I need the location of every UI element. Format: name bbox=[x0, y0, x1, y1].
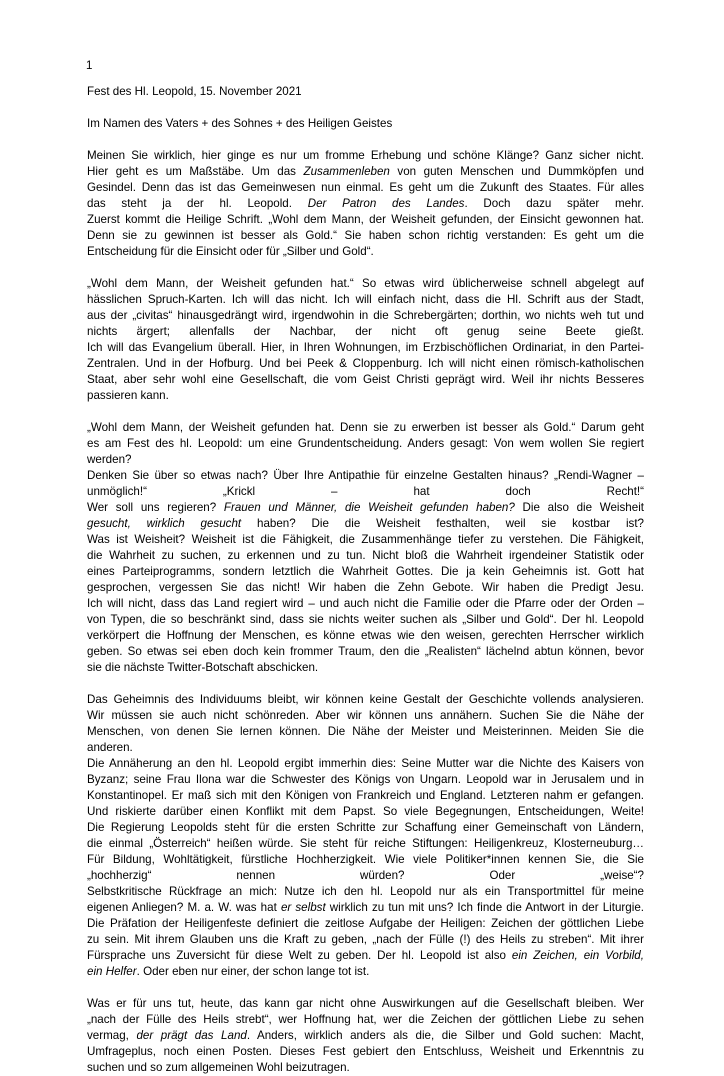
paragraph-gap bbox=[87, 132, 644, 148]
paragraph-gap bbox=[87, 980, 644, 996]
text-run: Im Namen des Vaters + des Sohnes + des Heiligen Geistes bbox=[87, 117, 393, 130]
text-line bbox=[87, 356, 644, 372]
text-run: Das Geheimnis des Individuums bleibt, wir können keine Gestalt der Geschichte vollends analysieren. bbox=[87, 693, 644, 706]
text-line bbox=[87, 436, 644, 452]
text-line bbox=[87, 820, 644, 836]
text-line bbox=[87, 964, 644, 980]
text-line bbox=[87, 500, 644, 516]
text-line bbox=[87, 516, 644, 532]
text-line bbox=[87, 644, 644, 660]
text-run: „Wohl dem Mann, der Weisheit gefunden hat. Denn sie zu erwerben ist besser als Gold.“ Darum geht bbox=[87, 421, 644, 434]
text-line bbox=[87, 996, 644, 1012]
text-line bbox=[87, 196, 644, 212]
text-run: Die Regierung Leopolds steht für die ersten Schritte zur Schaffung einer Gemeinschaft von Ländern, bbox=[87, 821, 644, 834]
text-run: verkörpert die Hoffnung der Menschen, es könne etwas wie den weisen, gerechten Herrscher wirklich bbox=[87, 629, 644, 642]
text-line bbox=[87, 548, 644, 564]
italic-run: ein Zeichen, ein Vorbild, bbox=[511, 949, 644, 962]
text-run: „hochherzig“ nennen würden? Oder „weise“? bbox=[87, 869, 644, 882]
text-run: aus der „civitas“ hinausgedrängt wird, irgendwohin in die Schrebergärten; dorthin, wo nichts weh tut und bbox=[87, 309, 644, 322]
text-run: „Wohl dem Mann, der Weisheit gefunden hat.“ So etwas wird üblicherweise schnell abgelegt auf bbox=[87, 277, 644, 290]
text-run: Menschen, von denen Sie lernen können. Die Nähe der Meister und Meisterinnen. Meiden Sie die bbox=[87, 725, 644, 738]
text-run: Selbstkritische Rückfrage an mich: Nutze ich den hl. Leopold nur als ein Transportmittel für meine bbox=[87, 885, 644, 898]
text-run: Umfrageplus, noch einen Posten. Dieses Fest gebiert den Entschluss, Weisheit und Erkenntnis zu bbox=[87, 1045, 644, 1058]
text-line bbox=[87, 164, 644, 180]
text-run: Entscheidung für die Einsicht oder für „Silber und Gold“. bbox=[87, 245, 374, 258]
text-run: Ich will das Evangelium überall. Hier, in Ihren Wohnungen, im Erzbischöflichen Ordinariat, in den Partei- bbox=[87, 341, 644, 354]
text-line bbox=[87, 1044, 644, 1060]
text-run: . Anders, wirklich anders als die, die Silber und Gold suchen: Macht, bbox=[246, 1029, 644, 1042]
paragraph-gap bbox=[87, 404, 644, 420]
text-line bbox=[87, 724, 644, 740]
text-line bbox=[87, 596, 644, 612]
paragraph-gap bbox=[87, 260, 644, 276]
text-line bbox=[87, 180, 644, 196]
italic-run: er selbst bbox=[280, 901, 326, 914]
text-run: Für Bildung, Wohltätigkeit, fürstliche Hochherzigkeit. Wie viele Politiker*innen kennen Sie, die Sie bbox=[87, 853, 644, 866]
text-line bbox=[87, 564, 644, 580]
text-line bbox=[87, 916, 644, 932]
text-run: Hier geht es um Maßstäbe. Um das bbox=[87, 165, 304, 178]
italic-run: Der Patron des Landes bbox=[307, 197, 465, 210]
text-run: sie die nächste Twitter-Botschaft abschicken. bbox=[87, 661, 319, 674]
text-run: unmöglich!“ „Krickl – hat doch Recht!“ bbox=[87, 485, 644, 498]
text-run: es am Fest des hl. Leopold: um eine Grundentscheidung. Anders gesagt: Von wem wollen Sie regiert bbox=[87, 437, 644, 450]
text-line bbox=[87, 228, 644, 244]
page-number: 1 bbox=[86, 60, 93, 72]
text-line bbox=[87, 484, 644, 500]
text-run: werden? bbox=[87, 453, 132, 466]
text-line bbox=[87, 372, 644, 388]
text-run: Meinen Sie wirklich, hier ginge es nur um fromme Erhebung und schöne Klänge? Ganz sicher nicht. bbox=[87, 149, 644, 162]
text-run: „nach der Fülle des Heils strebt“, wer Hoffnung hat, wer die Zeichen der göttlichen Liebe zu sehen bbox=[87, 1013, 644, 1026]
text-run: suchen und so zum allgemeinen Wohl beizutragen. bbox=[87, 1061, 350, 1074]
text-run: gesprochen, vergessen Sie das nicht! Wir haben die Zehn Gebote. Wir haben die Predigt Jesu. bbox=[87, 581, 644, 594]
text-line bbox=[87, 612, 644, 628]
text-run: wirklich zu tun mit uns? Ich finde die Antwort in der Liturgie. bbox=[325, 901, 644, 914]
text-run: das steht ja der hl. Leopold. bbox=[87, 197, 308, 210]
text-run: Zuerst kommt die Heilige Schrift. „Wohl dem Mann, der Weisheit gefunden, der Einsicht gewonnen hat. bbox=[87, 213, 644, 226]
text-run: Denken Sie über so etwas nach? Über Ihre Antipathie für einzelne Gestalten hinaus? „Rendi-Wagner – bbox=[87, 469, 644, 482]
text-run: von guten Menschen und Dummköpfen und bbox=[389, 165, 644, 178]
text-run: zu sein. Mit ihrem Glauben uns die Kraft zu geben, „nach der Fülle (!) des Heils zu streben“. Mit ihrer bbox=[87, 933, 644, 946]
text-run: Konstantinopel. Er maß sich mit den Königen von Frankreich und England. Letzteren nahm er gefangen. bbox=[87, 789, 644, 802]
italic-run: der prägt das Land bbox=[136, 1029, 247, 1042]
text-line bbox=[87, 308, 644, 324]
text-run: von Typen, die so beschränkt sind, dass sie nichts weiter suchen als „Silber und Gold“. Der hl. Leopold bbox=[87, 613, 644, 626]
text-run: Was er für uns tut, heute, das kann gar nicht ohne Auswirkungen auf die Gesellschaft bleiben. Wer bbox=[87, 997, 644, 1010]
text-line bbox=[87, 692, 644, 708]
text-line bbox=[87, 452, 644, 468]
text-run: Staat, aber sehr wohl eine Gesellschaft, die vom Geist Christi geprägt wird. Weil ihr nichts Besseres bbox=[87, 373, 644, 386]
text-line bbox=[87, 1060, 644, 1076]
text-line bbox=[87, 420, 644, 436]
text-run: Die also die Weisheit bbox=[514, 501, 644, 514]
text-line bbox=[87, 532, 644, 548]
text-run: Die Präfation der Heiligenfeste definiert die zeitlose Aufgabe der Heiligen: Zeichen der göttlichen Liebe bbox=[87, 917, 644, 930]
italic-run: gesucht, wirklich gesucht bbox=[87, 517, 242, 530]
text-line bbox=[87, 340, 644, 356]
italic-run: ein Helfer bbox=[87, 965, 137, 978]
text-line bbox=[87, 580, 644, 596]
text-run: eigenen Anliegen? M. a. W. was hat bbox=[87, 901, 281, 914]
text-run: die Wahrheit zu suchen, zu erkennen und zu tun. Nicht bloß die Wahrheit irgendeiner Statistik oder bbox=[87, 549, 644, 562]
text-run: hässlichen Spruch-Karten. Ich will das nicht. Ich will einfach nicht, dass die Hl. Schrift aus der Stadt, bbox=[87, 293, 644, 306]
text-line bbox=[87, 868, 644, 884]
italic-run: Frauen und Männer, die Weisheit gefunden haben? bbox=[223, 501, 515, 514]
text-line bbox=[87, 708, 644, 724]
paragraph-gap bbox=[87, 676, 644, 692]
text-run: eines Parteiprogramms, sondern letztlich die Wahrheit Gottes. Die ja kein Geheimnis ist. Gott hat bbox=[87, 565, 644, 578]
document-body bbox=[87, 84, 644, 1076]
text-run: Was ist Weisheit? Weisheit ist die Fähigkeit, die Zusammenhänge tiefer zu verstehen. Die Fähigkeit, bbox=[87, 533, 644, 546]
text-line bbox=[87, 1028, 644, 1044]
text-run: Fürsprache uns Zuversicht für diese Welt zu geben. Der hl. Leopold ist also bbox=[87, 949, 512, 962]
text-line bbox=[87, 212, 644, 228]
text-run: Fest des Hl. Leopold, 15. November 2021 bbox=[87, 85, 302, 98]
text-line bbox=[87, 836, 644, 852]
text-line bbox=[87, 292, 644, 308]
text-line bbox=[87, 932, 644, 948]
text-line bbox=[87, 388, 644, 404]
text-line bbox=[87, 84, 644, 100]
text-run: vermag, bbox=[87, 1029, 137, 1042]
italic-run: Zusammenleben bbox=[303, 165, 390, 178]
text-run: die einmal „Österreich“ heißen würde. Sie steht für reiche Stiftungen: Heiligenkreuz, Klosterneuburg… bbox=[87, 837, 644, 850]
text-line bbox=[87, 276, 644, 292]
text-run: Byzanz; seine Frau Ilona war die Schwester des Königs von Ungarn. Leopold war in Jerusalem und in bbox=[87, 773, 644, 786]
text-run: Denn sie zu gewinnen ist besser als Gold.“ Sie haben schon richtig verstanden: Es geht um die bbox=[87, 229, 644, 242]
text-run: Wer soll uns regieren? bbox=[87, 501, 224, 514]
text-line bbox=[87, 116, 644, 132]
text-line bbox=[87, 1012, 644, 1028]
text-line bbox=[87, 628, 644, 644]
text-line bbox=[87, 740, 644, 756]
text-line bbox=[87, 900, 644, 916]
text-line bbox=[87, 852, 644, 868]
text-run: . Oder eben nur einer, der schon lange tot ist. bbox=[136, 965, 370, 978]
text-run: haben? Die die Weisheit festhalten, weil sie kostbar ist? bbox=[241, 517, 644, 530]
text-line bbox=[87, 324, 644, 340]
text-line bbox=[87, 788, 644, 804]
text-run: Wir müssen sie auch nicht schönreden. Aber wir können uns annähern. Suchen Sie die Nähe der bbox=[87, 709, 644, 722]
text-line bbox=[87, 804, 644, 820]
text-run: Zentralen. Und in der Hofburg. Und bei Peek & Cloppenburg. Ich will nicht einen römisch-katholischen bbox=[87, 357, 644, 370]
text-line bbox=[87, 884, 644, 900]
text-run: . Doch dazu später mehr. bbox=[464, 197, 645, 210]
text-run: anderen. bbox=[87, 741, 133, 754]
text-run: Ich will nicht, dass das Land regiert wird – und auch nicht die Familie oder die Pfarre oder der Orden – bbox=[87, 597, 644, 610]
text-line bbox=[87, 148, 644, 164]
text-run: nichts ärgert; allenfalls der Nachbar, der nicht oft genug seine Beete gießt. bbox=[87, 325, 644, 338]
text-line bbox=[87, 660, 644, 676]
text-run: Und riskierte darüber einen Konflikt mit dem Papst. So viele Begegnungen, Entscheidungen, Weite! bbox=[87, 805, 644, 818]
text-run: geben. So etwas sei eben doch kein frommer Traum, den die „Realisten“ lächelnd abtun können, bevor bbox=[87, 645, 644, 658]
text-run: Gesindel. Denn das ist das Gemeinwesen nun einmal. Es geht um die Zukunft des Staates. Für alles bbox=[87, 181, 644, 194]
text-line bbox=[87, 756, 644, 772]
text-run: passieren kann. bbox=[87, 389, 169, 402]
text-line bbox=[87, 468, 644, 484]
text-line bbox=[87, 772, 644, 788]
text-line bbox=[87, 948, 644, 964]
text-run: Die Annäherung an den hl. Leopold ergibt immerhin dies: Seine Mutter war die Nichte des Kaisers von bbox=[87, 757, 644, 770]
paragraph-gap bbox=[87, 100, 644, 116]
text-line bbox=[87, 244, 644, 260]
